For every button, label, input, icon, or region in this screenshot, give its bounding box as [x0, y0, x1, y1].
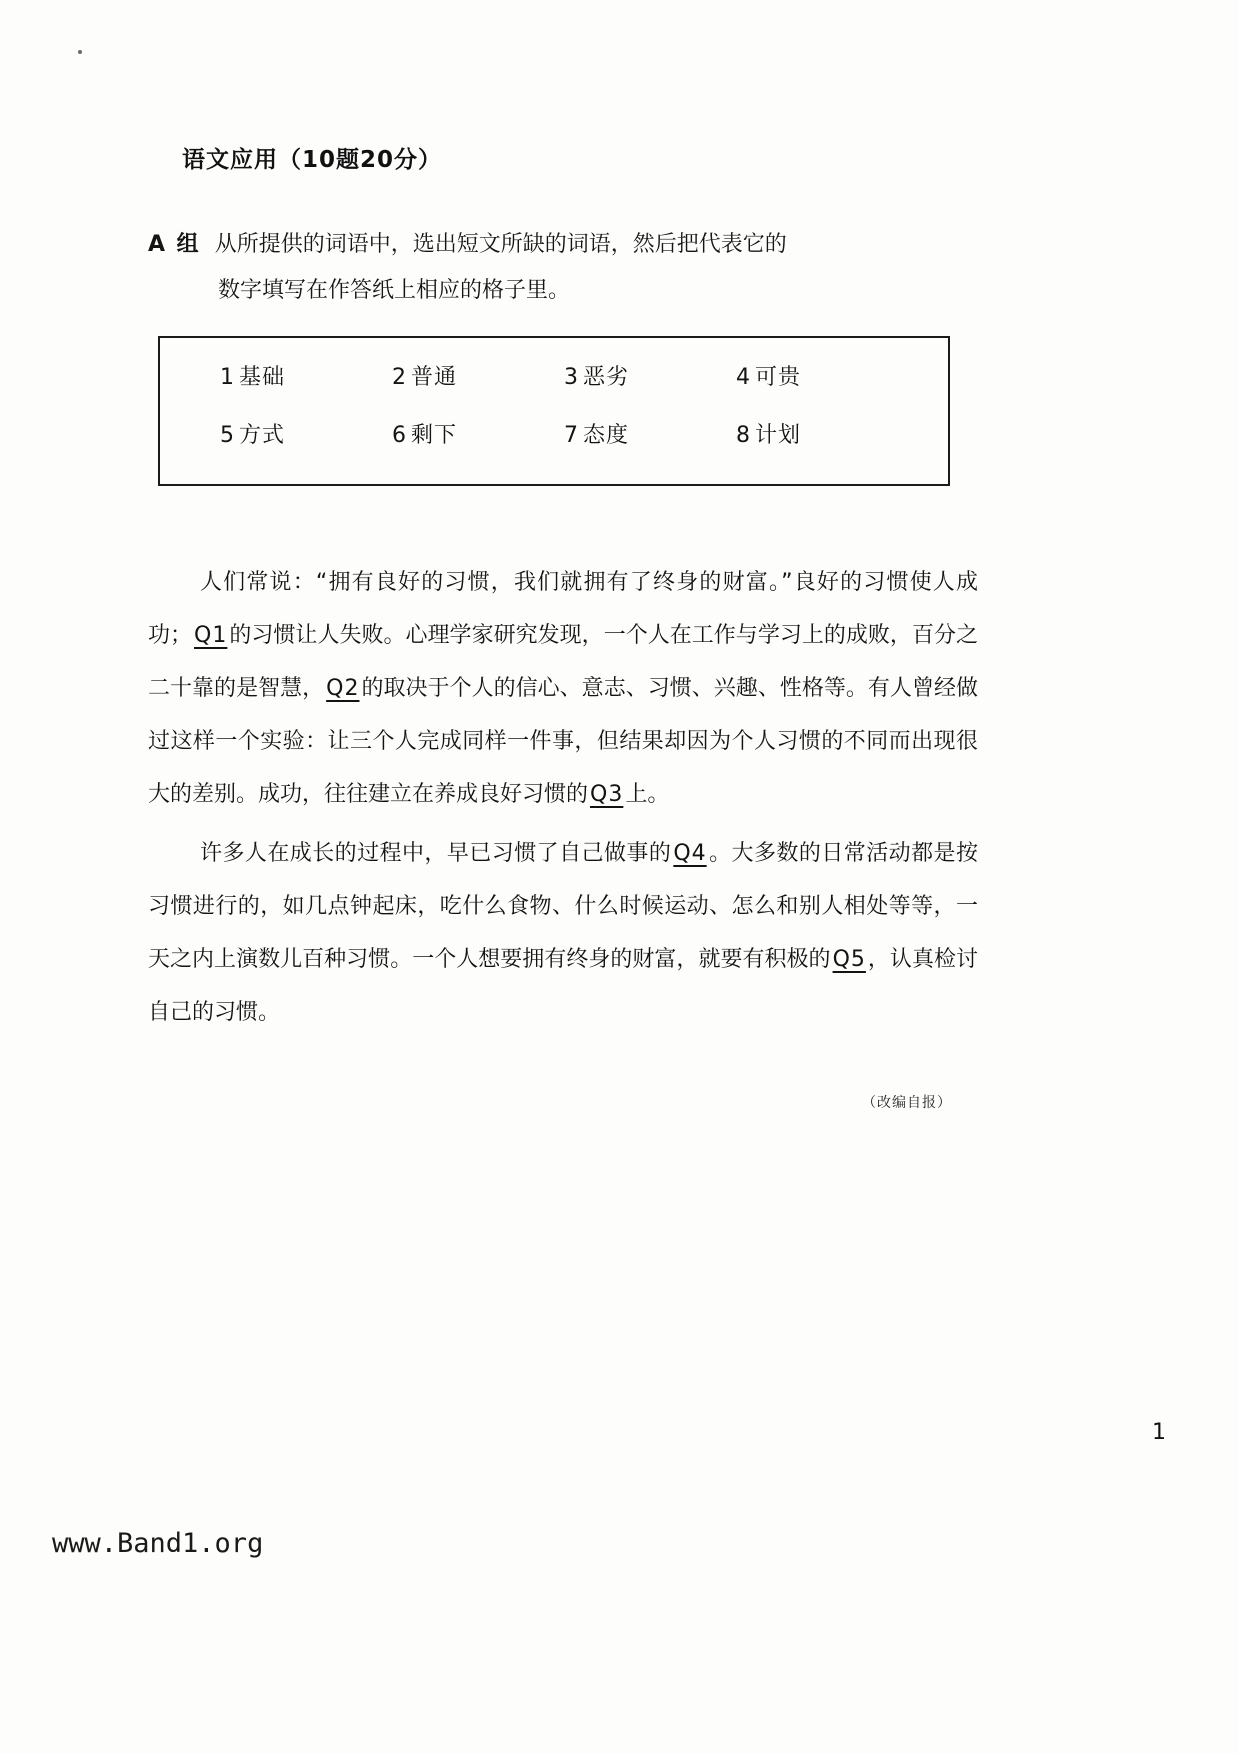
word-bank-item-7-word: 态度 — [583, 423, 630, 448]
passage-p1-text-c: 的取决于个人的信心、意志、习惯、兴趣、性格等。有人曾经做过这样一个实验：让三个人完成同样一件事，但结果却因为个人习惯的不同而出现很大的差别。成功，往往建立在养成良好习惯的 — [148, 676, 978, 807]
passage-paragraph-2 — [148, 827, 978, 1039]
passage-p2-text-c: ，认真检讨自己的习惯。 — [148, 947, 978, 1025]
word-bank-item-6-number: 6 — [392, 423, 407, 448]
word-bank-item-4 — [736, 360, 908, 391]
passage-p2-text-b: 。大多数的日常活动都是按习惯进行的，如几点钟起床，吃什么食物、什么时候运动、怎么和别人相处等等，一天之内上演数儿百种习惯。一个人想要拥有终身的财富，就要有积极的 — [148, 841, 978, 972]
word-bank-item-6-word: 剩下 — [411, 423, 458, 448]
word-bank-item-2-word: 普通 — [411, 365, 458, 390]
instruction-line-2: 数字填写在作答纸上相应的格子里。 — [218, 278, 571, 303]
source-note: （改编自报） — [862, 1095, 952, 1111]
answer-blank-q3[interactable]: Q3 — [590, 782, 624, 807]
passage-p2-text-a: 许多人在成长的过程中，早已习惯了自己做事的 — [200, 841, 672, 866]
word-bank-item-7 — [564, 418, 736, 449]
passage-body — [148, 556, 978, 1045]
word-bank-item-3 — [564, 360, 736, 391]
word-bank-item-8-number: 8 — [736, 423, 751, 448]
word-bank-row — [220, 418, 908, 476]
word-bank-item-5 — [220, 418, 392, 449]
word-bank-item-2 — [392, 360, 564, 391]
section-title: 语文应用（10题20分） — [182, 147, 443, 173]
word-bank-item-1-number: 1 — [220, 365, 235, 390]
instruction-block — [148, 222, 978, 314]
word-bank-item-4-word: 可贵 — [755, 365, 802, 390]
word-bank-item-8-word: 计划 — [755, 423, 802, 448]
word-bank-item-1-word: 基础 — [239, 365, 286, 390]
word-bank-box — [158, 336, 950, 486]
answer-blank-q4[interactable]: Q4 — [673, 841, 707, 866]
word-bank-item-8 — [736, 418, 908, 449]
word-bank-item-7-number: 7 — [564, 423, 579, 448]
passage-p1-text-a: 人们常说：“拥有良好的习惯，我们就拥有了终身的财富。”良好的习惯使人成功； — [148, 570, 978, 648]
answer-blank-q2[interactable]: Q2 — [326, 676, 360, 701]
page-number: 1 — [1152, 1420, 1166, 1445]
word-bank-item-5-number: 5 — [220, 423, 235, 448]
answer-blank-q1[interactable]: Q1 — [194, 623, 228, 648]
word-bank-item-2-number: 2 — [392, 365, 407, 390]
passage-p1-text-b: 的习惯让人失败。心理学家研究发现，一个人在工作与学习上的成败，百分之二十靠的是智慧， — [148, 623, 978, 701]
word-bank-row — [220, 360, 908, 418]
word-bank-item-6 — [392, 418, 564, 449]
word-bank-item-3-word: 恶劣 — [583, 365, 630, 390]
answer-blank-q5[interactable]: Q5 — [832, 947, 866, 972]
word-bank-item-3-number: 3 — [564, 365, 579, 390]
passage-paragraph-1 — [148, 556, 978, 821]
scan-speck — [78, 50, 82, 54]
instruction-group-label: A 组 — [148, 232, 201, 257]
word-bank-item-1 — [220, 360, 392, 391]
watermark: www.Band1.org — [52, 1528, 264, 1559]
word-bank-item-4-number: 4 — [736, 365, 751, 390]
passage-p1-text-d: 上。 — [625, 782, 670, 807]
word-bank-item-5-word: 方式 — [239, 423, 286, 448]
instruction-line-1: 从所提供的词语中，选出短文所缺的词语，然后把代表它的 — [214, 232, 787, 257]
